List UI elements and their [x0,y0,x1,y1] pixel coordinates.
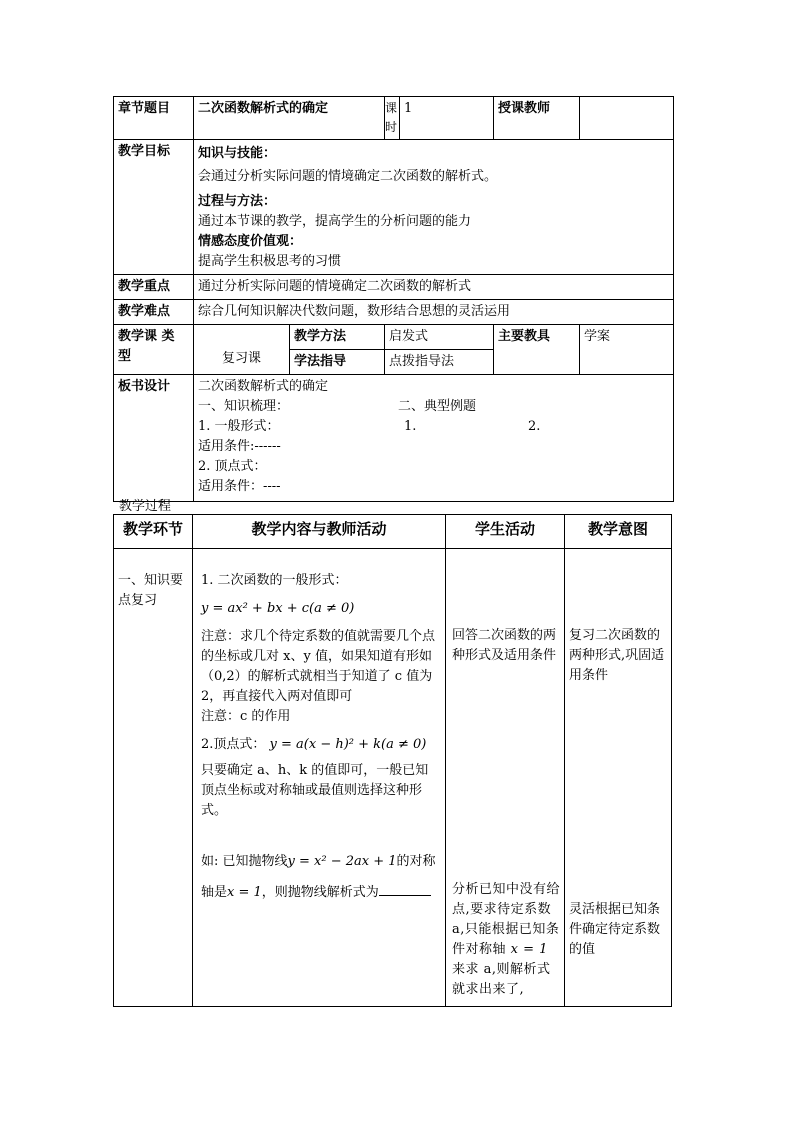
chapter-label: 章节题目 [114,97,194,140]
goals-cell [194,140,674,275]
key-label: 教学重点 [114,275,194,300]
chapter-value: 二次函数解析式的确定 [194,97,385,140]
process-heading: 过程与方法： [198,194,277,209]
example-c: 轴是 [201,885,228,900]
lesson-type-label: 教学课 类 型 [114,325,194,375]
content-cell [193,549,446,1007]
student-2x: x = 1 [510,942,548,957]
formula-vertex: y = a(x − h)² + k(a ≠ 0) [269,737,427,752]
board-cell [194,375,674,502]
study-label: 学法指导 [290,350,385,375]
stage-cell: 一、知识要点复习 [114,549,193,1007]
header-intent: 教学意图 [565,515,672,549]
lesson-info-table [113,96,674,502]
goals-label: 教学目标 [114,140,194,275]
content-note2: 注意：c 的作用 [201,709,291,724]
answer-blank [379,881,431,896]
content-example-2 [201,881,439,904]
example-x: x = 1 [227,885,262,900]
process-table [113,514,672,1007]
header-student: 学生活动 [446,515,565,549]
board-label: 板书设计 [114,375,194,502]
intent-1: 复习二次函数的两种形式,巩固适用条件 [569,628,665,683]
student-activity-1: 回答二次函数的两种形式及适用条件 [452,628,557,663]
board-item1: 1. 一般形式： [198,419,280,434]
process-text: 通过本节课的教学，提高学生的分析问题的能力 [198,214,472,229]
board-cond1: 适用条件:------ [198,439,281,454]
student-cell [446,549,565,1007]
difficult-label: 教学难点 [114,300,194,325]
example-b: 的对称 [396,854,436,869]
content-note1: 注意：求几个待定系数的值就需要几个点的坐标或几对 x、y 值，如果知道有形如（0,2）的解析式就相当于知道了 c 值为 2，再直接代入两对值即可 [201,629,436,704]
knowledge-text: 会通过分析实际问题的情境确定二次函数的解析式。 [198,169,498,184]
process-caption: 教学过程 [119,499,172,514]
key-value: 通过分析实际问题的情境确定二次函数的解析式 [194,275,674,300]
content-example [201,851,439,873]
hours-value: 1 [400,97,494,140]
attitude-text: 提高学生积极思考的习惯 [198,254,342,269]
difficult-value: 综合几何知识解决代数问题，数形结合思想的灵活运用 [194,300,674,325]
intent-2: 灵活根据已知条件确定待定系数的值 [569,902,661,957]
method-label: 教学方法 [290,325,385,350]
content-p2-prefix: 2.顶点式： [201,737,266,752]
attitude-heading: 情感态度价值观： [198,234,303,249]
example-formula: y = x² − 2ax + 1 [287,854,397,869]
board-sec1: 一、知识梳理： [198,399,290,414]
board-ex2: 2. [528,419,541,434]
content-p1: 1. 二次函数的一般形式： [201,573,348,588]
formula-general: y = ax² + bx + c(a ≠ 0) [201,601,355,616]
header-stage: 教学环节 [114,515,193,549]
study-value: 点拨指导法 [385,350,494,375]
teacher-label: 授课教师 [494,97,580,140]
student-2b: 来求 a,则解析式就求出来了, [452,962,551,997]
content-p3: 只要确定 a、h、k 的值即可，一般已知顶点坐标或对称轴或最值则选择这种形式。 [201,763,429,818]
student-activity-2 [452,880,560,1000]
board-sec2: 二、典型例题 [398,399,477,414]
board-ex1: 1. [404,419,417,434]
method-value: 启发式 [385,325,494,350]
board-title: 二次函数解析式的确定 [198,379,329,394]
intent-cell [565,549,672,1007]
example-d: ，则抛物线解析式为 [261,885,379,900]
board-cond2: 适用条件：---- [198,479,281,494]
tools-value: 学案 [580,325,674,375]
example-a: 如: 已知抛物线 [201,854,288,869]
header-content: 教学内容与教师活动 [193,515,446,549]
knowledge-heading: 知识与技能： [198,146,277,161]
student-2a: 分析已知中没有给点,要求待定系数 a,只能根据已知条件对称轴 [452,882,561,957]
content-p2 [201,735,439,755]
tools-label: 主要教具 [494,325,580,375]
teacher-value [580,97,674,140]
board-item2: 2. 顶点式： [198,459,267,474]
hours-label: 课时 [385,97,400,140]
lesson-type-value: 复习课 [194,325,290,375]
